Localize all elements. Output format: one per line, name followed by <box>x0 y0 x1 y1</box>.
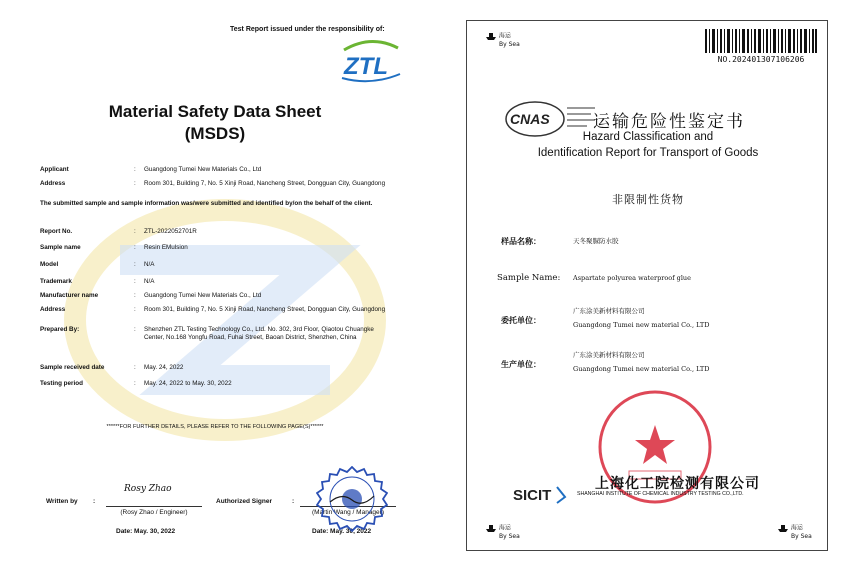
svg-text:ZTL: ZTL <box>344 53 388 80</box>
written-signature-line <box>106 506 202 507</box>
submission-note: The submitted sample and sample information was/were submitted and identified by/on the behalf of the client. <box>40 200 373 207</box>
institute-name-cn: 上海化工院检测有限公司 <box>595 475 760 491</box>
ship-icon <box>777 523 789 533</box>
by-sea-mark-bottom-left: 海运 By Sea <box>485 523 520 540</box>
sicit-logo <box>513 483 573 505</box>
msds-document: Test Report issued under the responsibility of: ZTL Material Safety Data Sheet (MSDS) Applicant : Guangdong Tumei New Materials Co., Ltd Address : Room 301, Building 7, No. 5 Xinji Road, Nancheng Street, Dongguan City, Guangdong The submitted sample and sample information was/were submitted and identified by/on the behalf of the client. Report No. : ZTL-2022052701R Sample name : Resin EMulsion Model : N/A Trademark : N/A Manufacturer name : Guangdong Tumei New Materials Co., Ltd Address : Room 301, Building 7, No. 5 Xinji Road, Nancheng Street, Dongguan City, Guangdong Prepared By: : Shenzhen ZTL Testing Technology Co., Ltd. No. 302, 3rd Floor, Qiaotou Chuangke Center, No.168 Yongfu Road, Fuhai Street, Baoan District, Shenzhen, China Sample received date : May. 24, 2022 Testing period : May. 24, 2022 to May. 30, 2022 ******FOR FURTHER DETAILS, PLEASE REFER TO THE FOLLOWING PAGE(S)****** Written by : Rosy Zhao (Rosy Zhao / Engineer) Date: May. 30, 2022 Authorized Signer : (Martin Wang / Manager) Date: May. 30, 2022 <box>0 0 430 571</box>
handwritten-signature: Rosy Zhao <box>124 484 172 494</box>
written-by-colon: : <box>93 498 96 505</box>
signer-name: (Martin Wang / Manager) <box>311 509 384 516</box>
report-title-en: Hazard Classification and Identification Report for Transport of Goods <box>537 131 759 159</box>
report-serial-number: NO.202401307106206 <box>717 55 805 64</box>
further-details-note: ******FOR FURTHER DETAILS, PLEASE REFER TO THE FOLLOWING PAGE(S)****** <box>106 424 324 430</box>
signer-colon: : <box>292 498 295 505</box>
client-value: 广东涂美新材料有限公司 Guangdong Tumei new material Co., LTD <box>573 307 710 329</box>
sample-name-cn: 天冬聚脲防水胶 <box>573 237 619 245</box>
responsibility-note: Test Report issued under the responsibility of: <box>230 26 385 33</box>
svg-text:CNAS: CNAS <box>510 111 550 127</box>
non-restricted-goods: 非限制性货物 <box>612 193 684 206</box>
document-subtitle: (MSDS) <box>184 124 246 143</box>
ztl-logo <box>336 36 406 84</box>
producer-label: 生产单位： <box>501 359 541 369</box>
written-by-name: (Rosy Zhao / Engineer) <box>120 509 188 516</box>
written-date: Date: May. 30, 2022 <box>116 528 176 535</box>
sample-name-cn-label: 样品名称： <box>501 236 541 246</box>
hazard-report-document <box>466 20 828 551</box>
barcode <box>705 29 817 53</box>
signer-date: Date: May. 30, 2022 <box>312 528 372 535</box>
written-by-label: Written by <box>46 498 78 505</box>
ship-icon <box>485 31 497 41</box>
institute-name-en: SHANGHAI INSTITUTE OF CHEMICAL INDUSTRY TESTING CO.,LTD. <box>577 491 744 497</box>
svg-text:SICIT: SICIT <box>513 487 552 504</box>
authorized-signer-label: Authorized Signer <box>216 498 272 505</box>
producer-value: 广东涂美新材料有限公司 Guangdong Tumei new material Co., LTD <box>573 351 710 373</box>
sample-name-en: Aspartate polyurea waterproof glue <box>573 274 691 282</box>
report-title-cn: 运输危险性鉴定书 <box>593 112 745 132</box>
client-label: 委托单位： <box>501 315 541 325</box>
company-seal <box>316 466 388 538</box>
by-sea-mark-top-left: 海运 By Sea <box>485 31 520 48</box>
document-title: Material Safety Data Sheet <box>108 102 322 121</box>
sample-name-en-label: Sample Name: <box>497 273 561 283</box>
by-sea-mark-bottom-right: 海运 By Sea <box>777 523 812 540</box>
ship-icon <box>485 523 497 533</box>
